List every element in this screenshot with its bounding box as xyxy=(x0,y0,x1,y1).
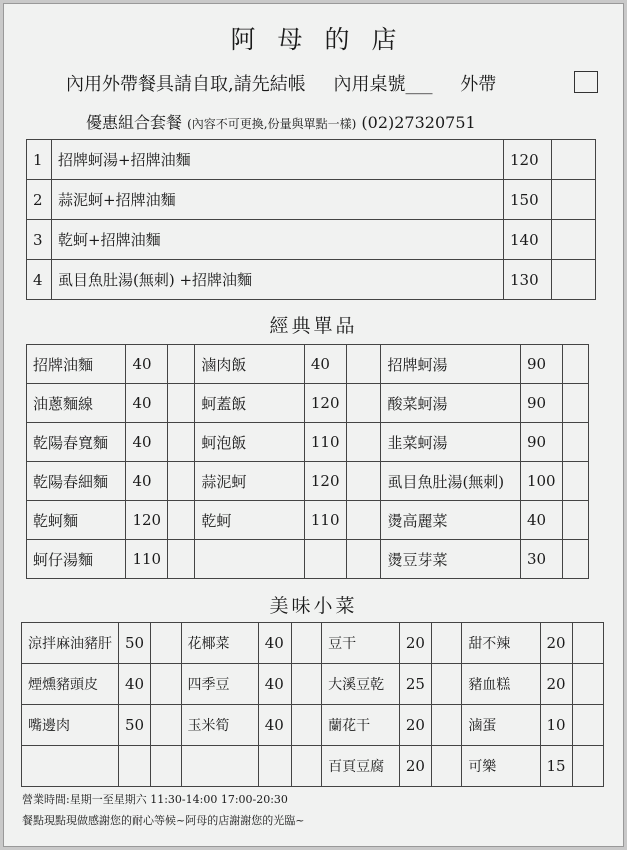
menu-row xyxy=(27,501,589,540)
order-qty-cell xyxy=(552,180,596,220)
item-name: 乾蚵 xyxy=(195,501,305,540)
combo-label: 優惠組合套餐 xyxy=(86,113,183,132)
combo-row xyxy=(27,180,596,220)
order-qty-cell xyxy=(431,705,461,746)
item-price: 40 xyxy=(126,384,168,423)
notice-line xyxy=(66,70,496,96)
item-price: 90 xyxy=(520,384,562,423)
item-name xyxy=(181,746,258,787)
order-qty-cell xyxy=(562,345,588,384)
item-name xyxy=(22,746,119,787)
item-name: 大溪豆乾 xyxy=(322,664,400,705)
menu-row xyxy=(22,623,604,664)
order-qty-cell xyxy=(572,705,603,746)
item-price: 40 xyxy=(258,664,291,705)
item-name: 豆干 xyxy=(322,623,400,664)
item-name: 乾陽春寬麵 xyxy=(27,423,126,462)
item-name: 燙豆芽菜 xyxy=(381,540,521,579)
item-name: 可樂 xyxy=(462,746,540,787)
combo-table xyxy=(26,139,596,300)
item-price: 120 xyxy=(304,462,346,501)
item-name: 玉米筍 xyxy=(181,705,258,746)
item-name: 韭菜蚵湯 xyxy=(381,423,521,462)
combo-price: 140 xyxy=(504,220,552,260)
order-qty-cell xyxy=(291,746,321,787)
item-price: 40 xyxy=(258,705,291,746)
order-qty-cell xyxy=(562,423,588,462)
order-qty-cell xyxy=(572,746,603,787)
item-name: 豬血糕 xyxy=(462,664,540,705)
takeout-checkbox[interactable] xyxy=(574,71,598,93)
order-qty-cell xyxy=(168,540,195,579)
item-price: 90 xyxy=(520,423,562,462)
side-heading: 美味小菜 xyxy=(269,595,358,617)
item-price: 120 xyxy=(304,384,346,423)
item-price: 40 xyxy=(126,462,168,501)
item-name: 招牌蚵湯 xyxy=(381,345,521,384)
combo-name: 招牌蚵湯+招牌油麵 xyxy=(52,140,504,180)
order-qty-cell xyxy=(552,140,596,180)
order-qty-cell xyxy=(291,664,321,705)
item-price: 15 xyxy=(540,746,572,787)
item-price: 110 xyxy=(126,540,168,579)
combo-name: 乾蚵+招牌油麵 xyxy=(52,220,504,260)
order-qty-cell xyxy=(346,345,381,384)
item-price: 20 xyxy=(399,623,431,664)
item-price: 20 xyxy=(540,623,572,664)
item-price: 25 xyxy=(399,664,431,705)
combo-number: 3 xyxy=(27,220,52,260)
combo-row xyxy=(27,140,596,180)
item-price: 50 xyxy=(119,705,151,746)
side-dish-table xyxy=(21,622,604,787)
item-price: 40 xyxy=(304,345,346,384)
combo-row xyxy=(27,260,596,300)
order-qty-cell xyxy=(552,260,596,300)
classic-table xyxy=(26,344,589,579)
item-name: 百頁豆腐 xyxy=(322,746,400,787)
takeout-label: 外帶 xyxy=(460,74,497,95)
combo-number: 4 xyxy=(27,260,52,300)
order-qty-cell xyxy=(431,664,461,705)
item-name: 蒜泥蚵 xyxy=(195,462,305,501)
item-name: 酸菜蚵湯 xyxy=(381,384,521,423)
order-qty-cell xyxy=(151,664,181,705)
item-price: 90 xyxy=(520,345,562,384)
item-price: 110 xyxy=(304,423,346,462)
menu-row xyxy=(27,423,589,462)
order-qty-cell xyxy=(552,220,596,260)
menu-row xyxy=(22,705,604,746)
order-qty-cell xyxy=(151,746,181,787)
item-name: 蚵泡飯 xyxy=(195,423,305,462)
menu-sheet xyxy=(3,3,624,847)
order-qty-cell xyxy=(168,345,195,384)
order-qty-cell xyxy=(562,384,588,423)
item-name: 四季豆 xyxy=(181,664,258,705)
phone-number: (02)27320751 xyxy=(361,113,476,132)
combo-number: 1 xyxy=(27,140,52,180)
item-name: 滷蛋 xyxy=(462,705,540,746)
item-price: 120 xyxy=(126,501,168,540)
item-name: 涼拌麻油豬肝 xyxy=(22,623,119,664)
item-price: 20 xyxy=(399,746,431,787)
order-qty-cell xyxy=(346,501,381,540)
item-name: 蚵仔湯麵 xyxy=(27,540,126,579)
order-qty-cell xyxy=(291,623,321,664)
item-price: 110 xyxy=(304,501,346,540)
item-name: 花椰菜 xyxy=(181,623,258,664)
order-qty-cell xyxy=(151,623,181,664)
menu-row xyxy=(27,345,589,384)
order-qty-cell xyxy=(168,501,195,540)
combo-note: (內容不可更換,份量與單點一樣) xyxy=(187,117,357,131)
item-price: 40 xyxy=(258,623,291,664)
combo-price: 130 xyxy=(504,260,552,300)
order-qty-cell xyxy=(168,423,195,462)
item-name: 甜不辣 xyxy=(462,623,540,664)
combo-name: 虱目魚肚湯(無刺) +招牌油麵 xyxy=(52,260,504,300)
order-qty-cell xyxy=(346,384,381,423)
order-qty-cell xyxy=(168,384,195,423)
item-name: 煙燻豬頭皮 xyxy=(22,664,119,705)
order-qty-cell xyxy=(168,462,195,501)
item-price: 50 xyxy=(119,623,151,664)
order-qty-cell xyxy=(572,623,603,664)
item-name: 滷肉飯 xyxy=(195,345,305,384)
classic-heading: 經典單品 xyxy=(269,315,358,337)
item-name: 乾陽春細麵 xyxy=(27,462,126,501)
item-price: 20 xyxy=(540,664,572,705)
combo-price: 120 xyxy=(504,140,552,180)
order-qty-cell xyxy=(562,540,588,579)
item-name: 嘴邊肉 xyxy=(22,705,119,746)
item-name: 招牌油麵 xyxy=(27,345,126,384)
item-price: 30 xyxy=(520,540,562,579)
combo-row xyxy=(27,220,596,260)
combo-name: 蒜泥蚵+招牌油麵 xyxy=(52,180,504,220)
item-price: 40 xyxy=(126,345,168,384)
item-price: 40 xyxy=(126,423,168,462)
item-price xyxy=(119,746,151,787)
combo-number: 2 xyxy=(27,180,52,220)
item-name: 蘭花干 xyxy=(322,705,400,746)
item-price: 40 xyxy=(119,664,151,705)
item-name: 油蔥麵線 xyxy=(27,384,126,423)
combo-price: 150 xyxy=(504,180,552,220)
order-qty-cell xyxy=(151,705,181,746)
item-price xyxy=(304,540,346,579)
order-qty-cell xyxy=(346,540,381,579)
item-name: 乾蚵麵 xyxy=(27,501,126,540)
item-price: 10 xyxy=(540,705,572,746)
order-qty-cell xyxy=(431,623,461,664)
order-qty-cell xyxy=(346,423,381,462)
menu-row xyxy=(22,664,604,705)
menu-row xyxy=(27,540,589,579)
table-number-label: 內用桌號___ xyxy=(333,74,433,95)
combo-header xyxy=(86,110,476,133)
item-price: 100 xyxy=(520,462,562,501)
item-price xyxy=(258,746,291,787)
self-service-notice: 內用外帶餐具請自取,請先結帳 xyxy=(66,74,306,95)
shop-title: 阿母的店 xyxy=(230,25,419,54)
item-name: 燙高麗菜 xyxy=(381,501,521,540)
order-qty-cell xyxy=(572,664,603,705)
order-qty-cell xyxy=(562,501,588,540)
thanks-note: 餐點現點現做感謝您的耐心等候~阿母的店謝謝您的光臨~ xyxy=(22,814,305,827)
order-qty-cell xyxy=(346,462,381,501)
item-price: 40 xyxy=(520,501,562,540)
order-qty-cell xyxy=(562,462,588,501)
order-qty-cell xyxy=(291,705,321,746)
business-hours: 營業時間:星期一至星期六 11:30-14:00 17:00-20:30 xyxy=(22,793,288,806)
item-name: 虱目魚肚湯(無刺) xyxy=(381,462,521,501)
item-name xyxy=(195,540,305,579)
item-name: 蚵蓋飯 xyxy=(195,384,305,423)
menu-row xyxy=(22,746,604,787)
item-price: 20 xyxy=(399,705,431,746)
menu-row xyxy=(27,384,589,423)
menu-row xyxy=(27,462,589,501)
order-qty-cell xyxy=(431,746,461,787)
